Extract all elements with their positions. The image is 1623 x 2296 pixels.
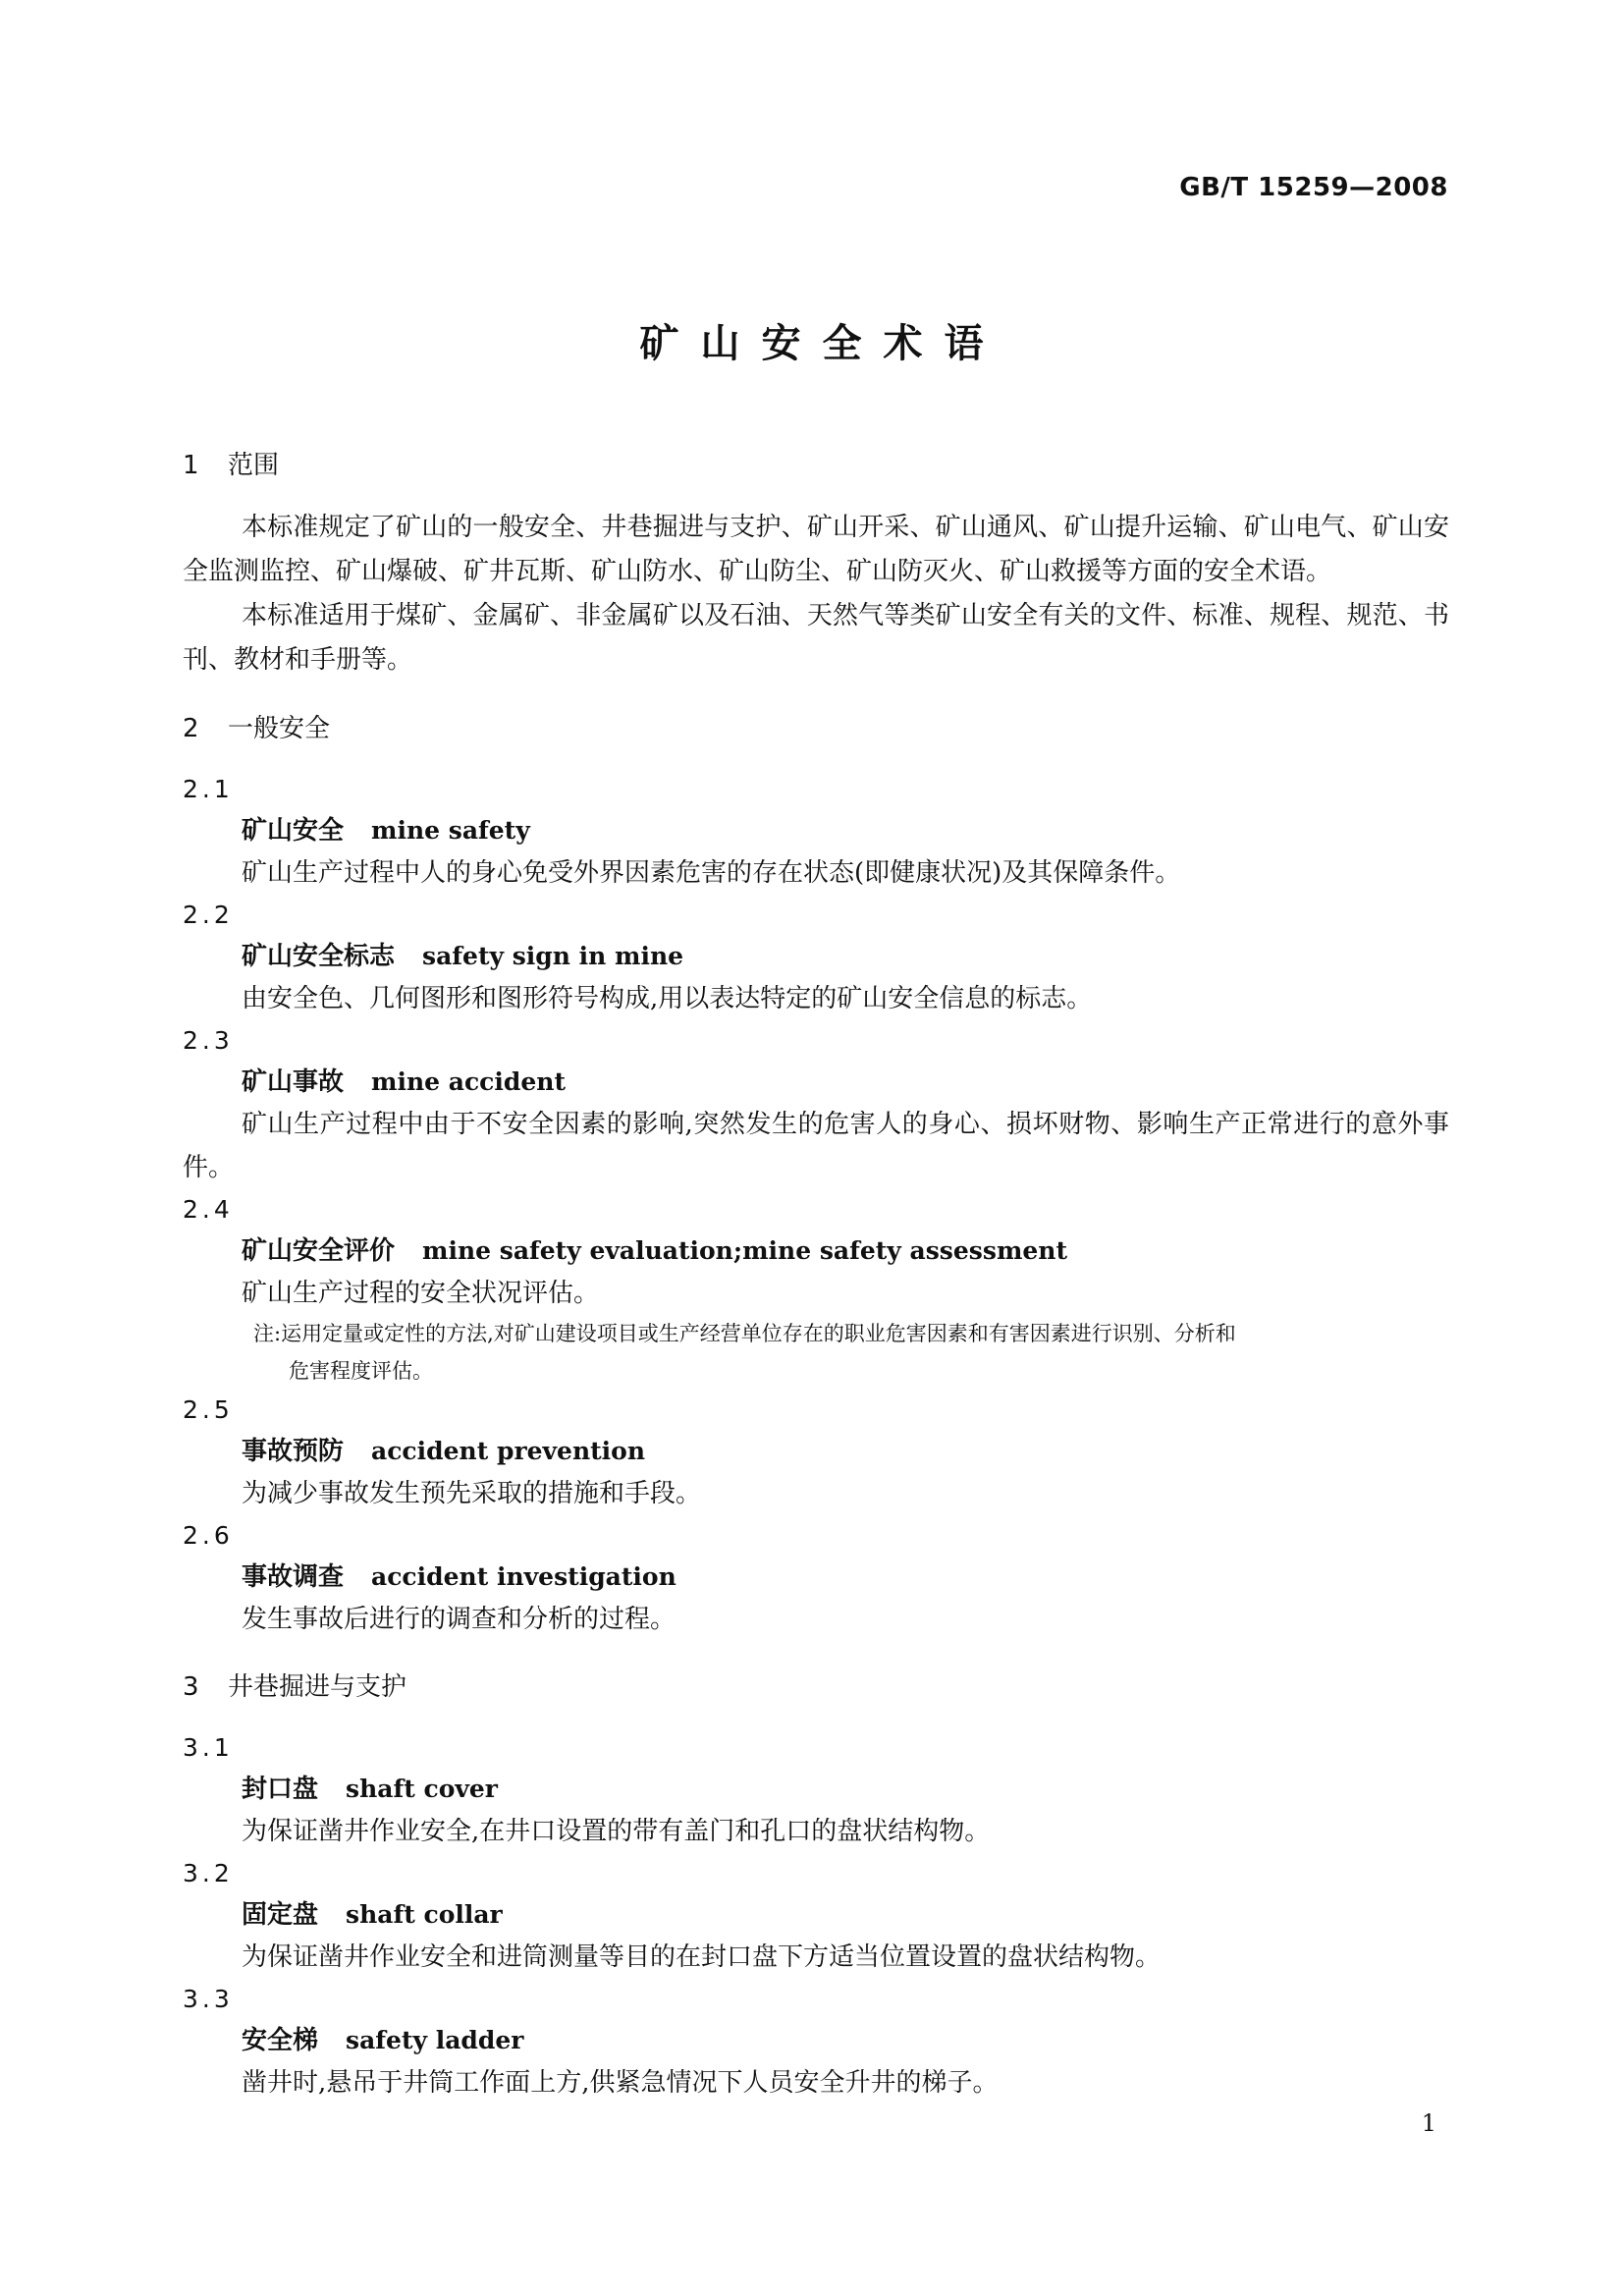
term-definition: 由安全色、几何图形和图形符号构成,用以表达特定的矿山安全信息的标志。	[242, 984, 1093, 1013]
term-chinese: 矿山事故	[242, 1067, 345, 1097]
term-definition: 矿山生产过程的安全状况评估。	[242, 1279, 600, 1308]
term-definition: 为保证凿井作业安全,在井口设置的带有盖门和孔口的盘状结构物。	[242, 1817, 991, 1846]
term-entry	[183, 1020, 1449, 1189]
term-entry	[183, 1853, 1449, 1979]
document-body	[183, 447, 1449, 2105]
section-title: 范围	[228, 451, 280, 480]
section-number: 3	[183, 1672, 199, 1702]
term-heading	[183, 1894, 1449, 1936]
standard-code: GB/T 15259—2008	[1179, 173, 1448, 202]
term-entry	[183, 1390, 1449, 1515]
section-heading-excavation-support	[183, 1668, 1449, 1706]
term-chinese: 安全梯	[242, 2026, 319, 2055]
term-english: mine accident	[371, 1067, 567, 1096]
term-definition: 为减少事故发生预先采取的措施和手段。	[242, 1479, 702, 1508]
section-title: 一般安全	[228, 714, 331, 743]
term-number: 3.3	[183, 1985, 234, 2013]
term-entry	[183, 1979, 1449, 2105]
term-english: shaft cover	[346, 1775, 498, 1803]
term-heading	[183, 1557, 1449, 1598]
scope-paragraph: 本标准适用于煤矿、金属矿、非金属矿以及石油、天然气等类矿山安全有关的文件、标准、规程、规范、书刊、教材和手册等。	[183, 601, 1449, 675]
term-chinese: 矿山安全标志	[242, 942, 396, 971]
term-heading	[183, 1769, 1449, 1810]
term-number: 2.4	[183, 1195, 234, 1224]
term-chinese: 矿山安全评价	[242, 1236, 396, 1266]
term-number: 2.1	[183, 775, 234, 803]
term-definition: 发生事故后进行的调查和分析的过程。	[242, 1605, 676, 1634]
term-note-continuation: 危害程度评估。	[289, 1359, 433, 1383]
term-entry	[183, 895, 1449, 1020]
term-entry	[183, 1515, 1449, 1641]
term-heading	[183, 1431, 1449, 1472]
term-entry	[183, 769, 1449, 895]
term-heading	[183, 936, 1449, 977]
section-number: 1	[183, 451, 199, 480]
term-english: safety ladder	[346, 2026, 524, 2054]
term-definition: 矿山生产过程中人的身心免受外界因素危害的存在状态(即健康状况)及其保障条件。	[242, 858, 1181, 888]
section-number: 2	[183, 714, 199, 743]
term-entry	[183, 1727, 1449, 1853]
term-english: mine safety evaluation;mine safety assessment	[422, 1236, 1068, 1265]
term-heading	[183, 1230, 1449, 1272]
term-entry	[183, 1189, 1449, 1390]
term-note	[183, 1315, 1449, 1352]
term-chinese: 封口盘	[242, 1775, 319, 1804]
section-heading-scope	[183, 447, 1449, 484]
term-chinese: 固定盘	[242, 1900, 319, 1930]
term-english: accident investigation	[371, 1562, 676, 1591]
term-number: 2.5	[183, 1395, 234, 1424]
term-number: 3.2	[183, 1859, 234, 1887]
term-chinese: 矿山安全	[242, 816, 345, 846]
term-chinese: 事故预防	[242, 1437, 345, 1466]
term-heading	[183, 810, 1449, 851]
note-label: 注:	[253, 1322, 282, 1345]
term-english: mine safety	[371, 816, 530, 845]
term-number: 2.3	[183, 1026, 234, 1055]
section-heading-general-safety	[183, 710, 1449, 747]
term-english: shaft collar	[346, 1900, 503, 1929]
section-title: 井巷掘进与支护	[228, 1672, 407, 1702]
document-title: 矿山安全术语	[639, 321, 1005, 366]
scope-paragraph: 本标准规定了矿山的一般安全、井巷掘进与支护、矿山开采、矿山通风、矿山提升运输、矿山电气、矿山安全监测监控、矿山爆破、矿井瓦斯、矿山防水、矿山防尘、矿山防灭火、矿山救援等方面的安全术语。	[183, 513, 1449, 586]
term-definition: 为保证凿井作业安全和进筒测量等目的在封口盘下方适当位置设置的盘状结构物。	[242, 1942, 1162, 1972]
term-number: 2.2	[183, 901, 234, 929]
term-heading	[183, 2020, 1449, 2061]
page-number: 1	[1421, 2109, 1436, 2137]
term-definition: 凿井时,悬吊于井筒工作面上方,供紧急情况下人员安全升井的梯子。	[242, 2068, 999, 2098]
term-chinese: 事故调查	[242, 1562, 345, 1592]
note-text: 运用定量或定性的方法,对矿山建设项目或生产经营单位存在的职业危害因素和有害因素进行识别、分析和	[281, 1322, 1236, 1345]
term-definition: 矿山生产过程中由于不安全因素的影响,突然发生的危害人的身心、损坏财物、影响生产正常进行的意外事件。	[183, 1110, 1449, 1182]
term-english: accident prevention	[371, 1437, 646, 1465]
term-number: 3.1	[183, 1733, 234, 1762]
term-english: safety sign in mine	[422, 942, 684, 970]
term-heading	[183, 1062, 1449, 1103]
term-number: 2.6	[183, 1521, 234, 1550]
